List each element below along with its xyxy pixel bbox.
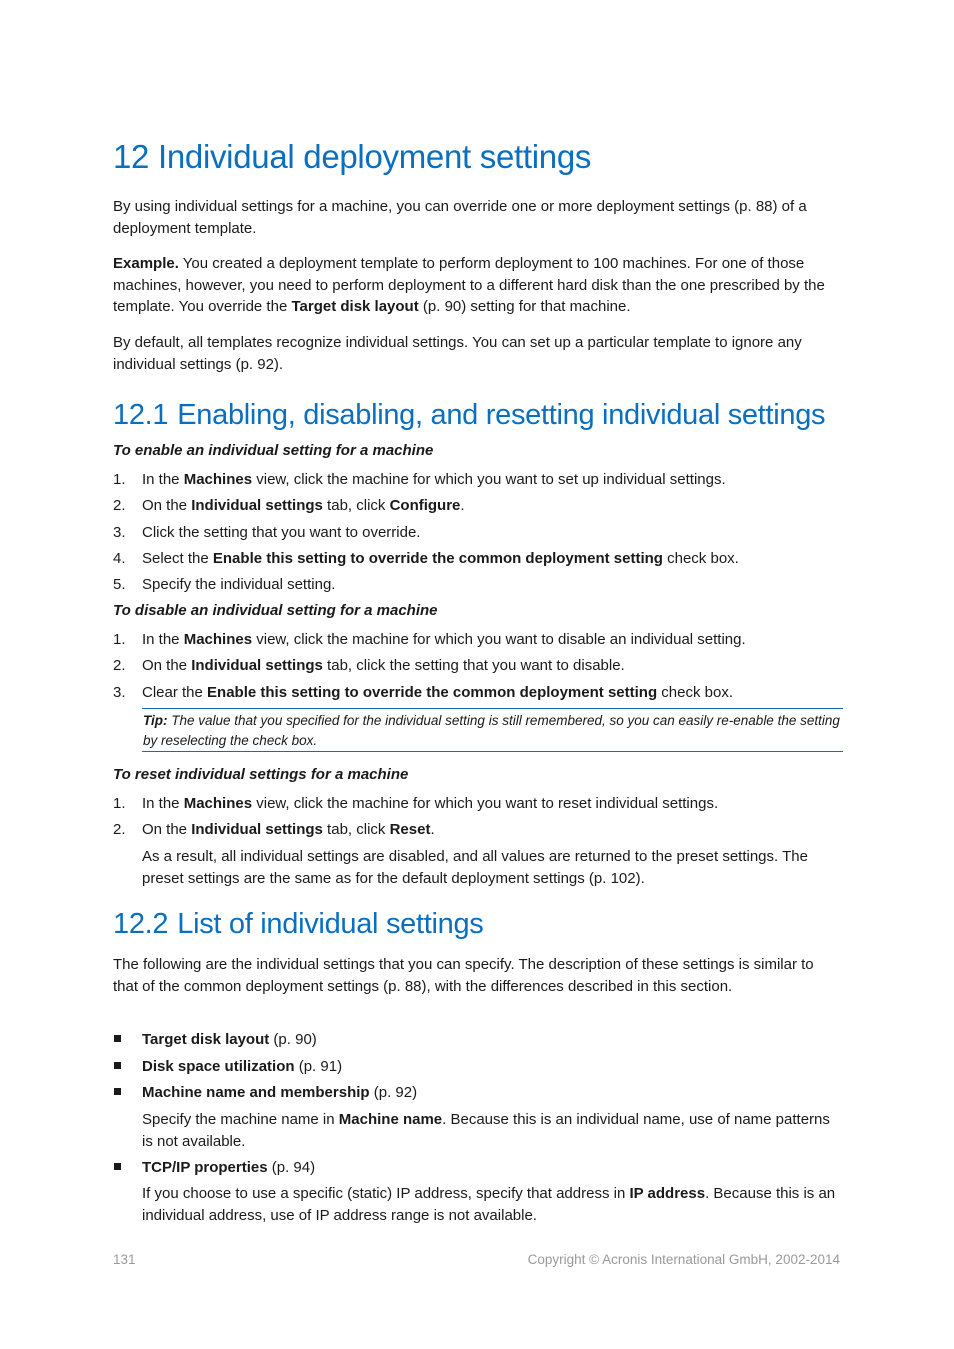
- copyright-notice: Copyright © Acronis International GmbH, 2002-2014: [527, 1252, 840, 1267]
- bullet-icon: [114, 1062, 121, 1069]
- enable-procedure-heading: To enable an individual setting for a machine: [113, 442, 434, 459]
- list-intro-paragraph: The following are the individual settings that you can specify. The description of these settings is similar to that of the common deployment settings (p. 88), with the differences described in this section.: [113, 956, 814, 995]
- example-paragraph: Example. You created a deployment template to perform deployment to 100 machines. For one of those machines, however, you need to perform deployment to a different hard disk than the one prescribed by the template. You override the Target disk layout (p. 90) setting for that machine.: [113, 255, 825, 315]
- default-paragraph: By default, all templates recognize individual settings. You can set up a particular template to ignore any individual settings (p. 92).: [113, 334, 802, 373]
- section-12-2-heading: 12.2 List of individual settings: [113, 908, 484, 940]
- tip-text: The value that you specified for the individual setting is still remembered, so you can easily re-enable the setting by reselecting the check box.: [143, 713, 840, 748]
- ip-address-note: If you choose to use a specific (static) IP address, specify that address in IP address. Because this is an individual address, use of IP address range is not available.: [142, 1185, 836, 1224]
- bullet-icon: [114, 1035, 121, 1042]
- bullet-icon: [114, 1088, 121, 1095]
- page-number: 131: [113, 1252, 136, 1267]
- chapter-title: 12 Individual deployment settings: [113, 138, 592, 175]
- reset-note: As a result, all individual settings are disabled, and all values are returned to the preset settings. The preset settings are the same as for the default deployment settings (p. 102).: [142, 848, 808, 887]
- intro-paragraph: By using individual settings for a machine, you can override one or more deployment settings (p. 88) of a deployment template.: [113, 198, 807, 237]
- section-12-1-heading: 12.1 Enabling, disabling, and resetting individual settings: [113, 399, 826, 431]
- machine-name-note: Specify the machine name in Machine name. Because this is an individual name, use of name patterns is not available.: [142, 1111, 830, 1150]
- reset-procedure-heading: To reset individual settings for a machine: [113, 766, 409, 783]
- bullet-icon: [114, 1163, 121, 1170]
- example-label: Example.: [113, 255, 179, 272]
- disable-procedure-heading: To disable an individual setting for a machine: [113, 602, 438, 619]
- tip-box: [142, 708, 843, 752]
- tip-label: Tip:: [143, 713, 168, 728]
